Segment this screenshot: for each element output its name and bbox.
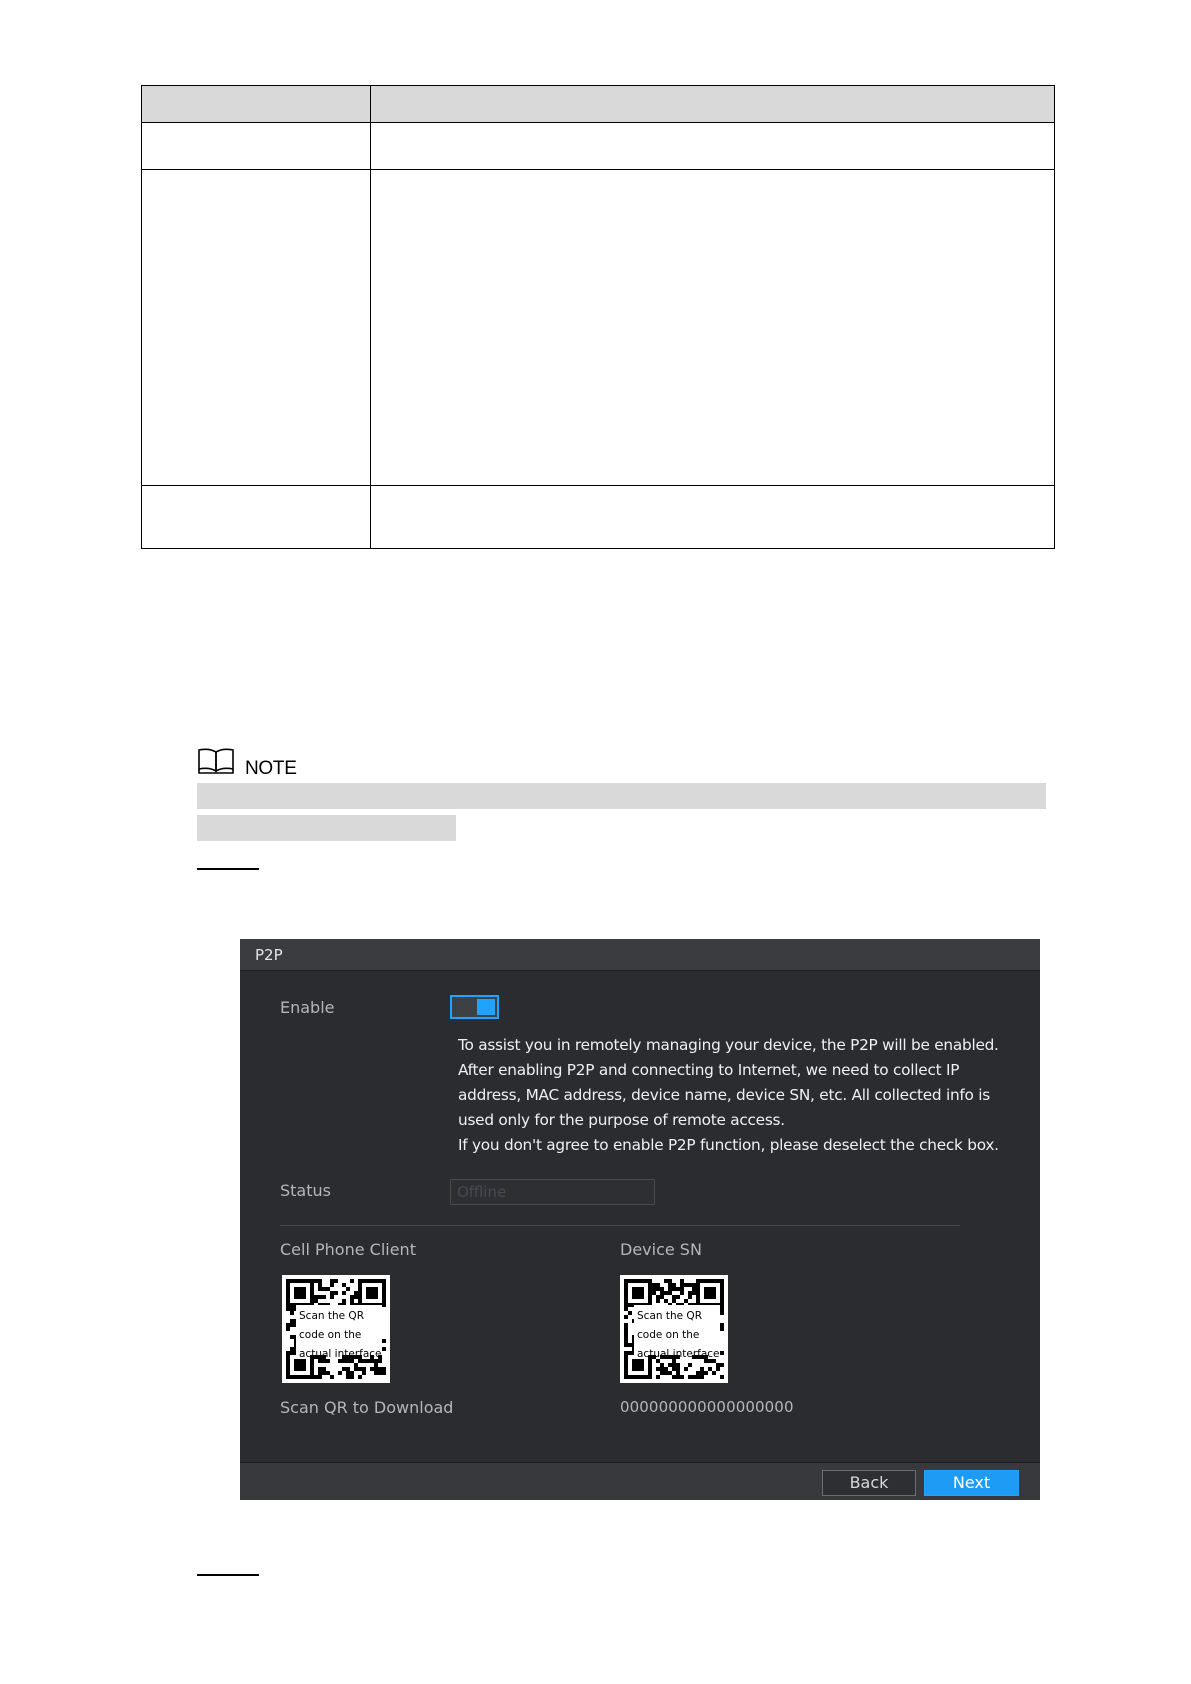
qr-overlay-text: code on the xyxy=(637,1329,700,1341)
dialog-title: P2P xyxy=(240,939,1040,971)
back-button[interactable]: Back xyxy=(822,1470,916,1496)
section-divider xyxy=(280,1225,960,1226)
next-button[interactable]: Next xyxy=(924,1470,1019,1496)
description-line: To assist you in remotely managing your device, the P2P will be enabled. xyxy=(458,1036,999,1054)
qr-overlay-text: actual interface xyxy=(299,1348,382,1360)
book-icon xyxy=(197,746,235,779)
table-cell xyxy=(371,123,1055,170)
dialog-footer xyxy=(240,1462,1040,1500)
step-marker xyxy=(197,1574,259,1576)
table-cell xyxy=(142,170,371,486)
qr-overlay-text: actual interface xyxy=(637,1348,720,1360)
table-cell xyxy=(142,485,371,548)
description-line: used only for the purpose of remote access. xyxy=(458,1111,785,1129)
note-heading xyxy=(197,749,297,779)
device-sn-value: 000000000000000000 xyxy=(620,1398,794,1416)
qr-overlay-text: code on the xyxy=(299,1329,362,1341)
device-sn-label: Device SN xyxy=(620,1240,702,1259)
description-line: If you don't agree to enable P2P function, please deselect the check box. xyxy=(458,1136,999,1154)
cell-phone-client-label: Cell Phone Client xyxy=(280,1240,416,1259)
qr-overlay-text: Scan the QR xyxy=(299,1310,364,1322)
toggle-knob xyxy=(477,999,495,1015)
table-header-cell xyxy=(142,86,371,123)
table-cell xyxy=(142,123,371,170)
table-cell xyxy=(371,485,1055,548)
note-text-highlight xyxy=(197,815,456,841)
note-label: NOTE xyxy=(245,758,297,779)
qr-code-device-sn xyxy=(620,1275,728,1383)
qr-code-app xyxy=(282,1275,390,1383)
description-line: After enabling P2P and connecting to Internet, we need to collect IP xyxy=(458,1061,960,1079)
scan-download-label: Scan QR to Download xyxy=(280,1398,454,1417)
p2p-dialog xyxy=(240,939,1040,1499)
status-field: Offline xyxy=(450,1179,655,1205)
step-marker xyxy=(197,868,259,870)
enable-label: Enable xyxy=(280,998,335,1017)
enable-toggle[interactable] xyxy=(450,995,499,1019)
status-label: Status xyxy=(280,1181,331,1200)
qr-overlay-text: Scan the QR xyxy=(637,1310,702,1322)
p2p-description xyxy=(458,1033,1018,1158)
parameter-table xyxy=(141,85,1055,549)
note-text-highlight xyxy=(197,783,1046,809)
table-cell xyxy=(371,170,1055,486)
description-line: address, MAC address, device name, device SN, etc. All collected info is xyxy=(458,1086,990,1104)
table-header-cell xyxy=(371,86,1055,123)
